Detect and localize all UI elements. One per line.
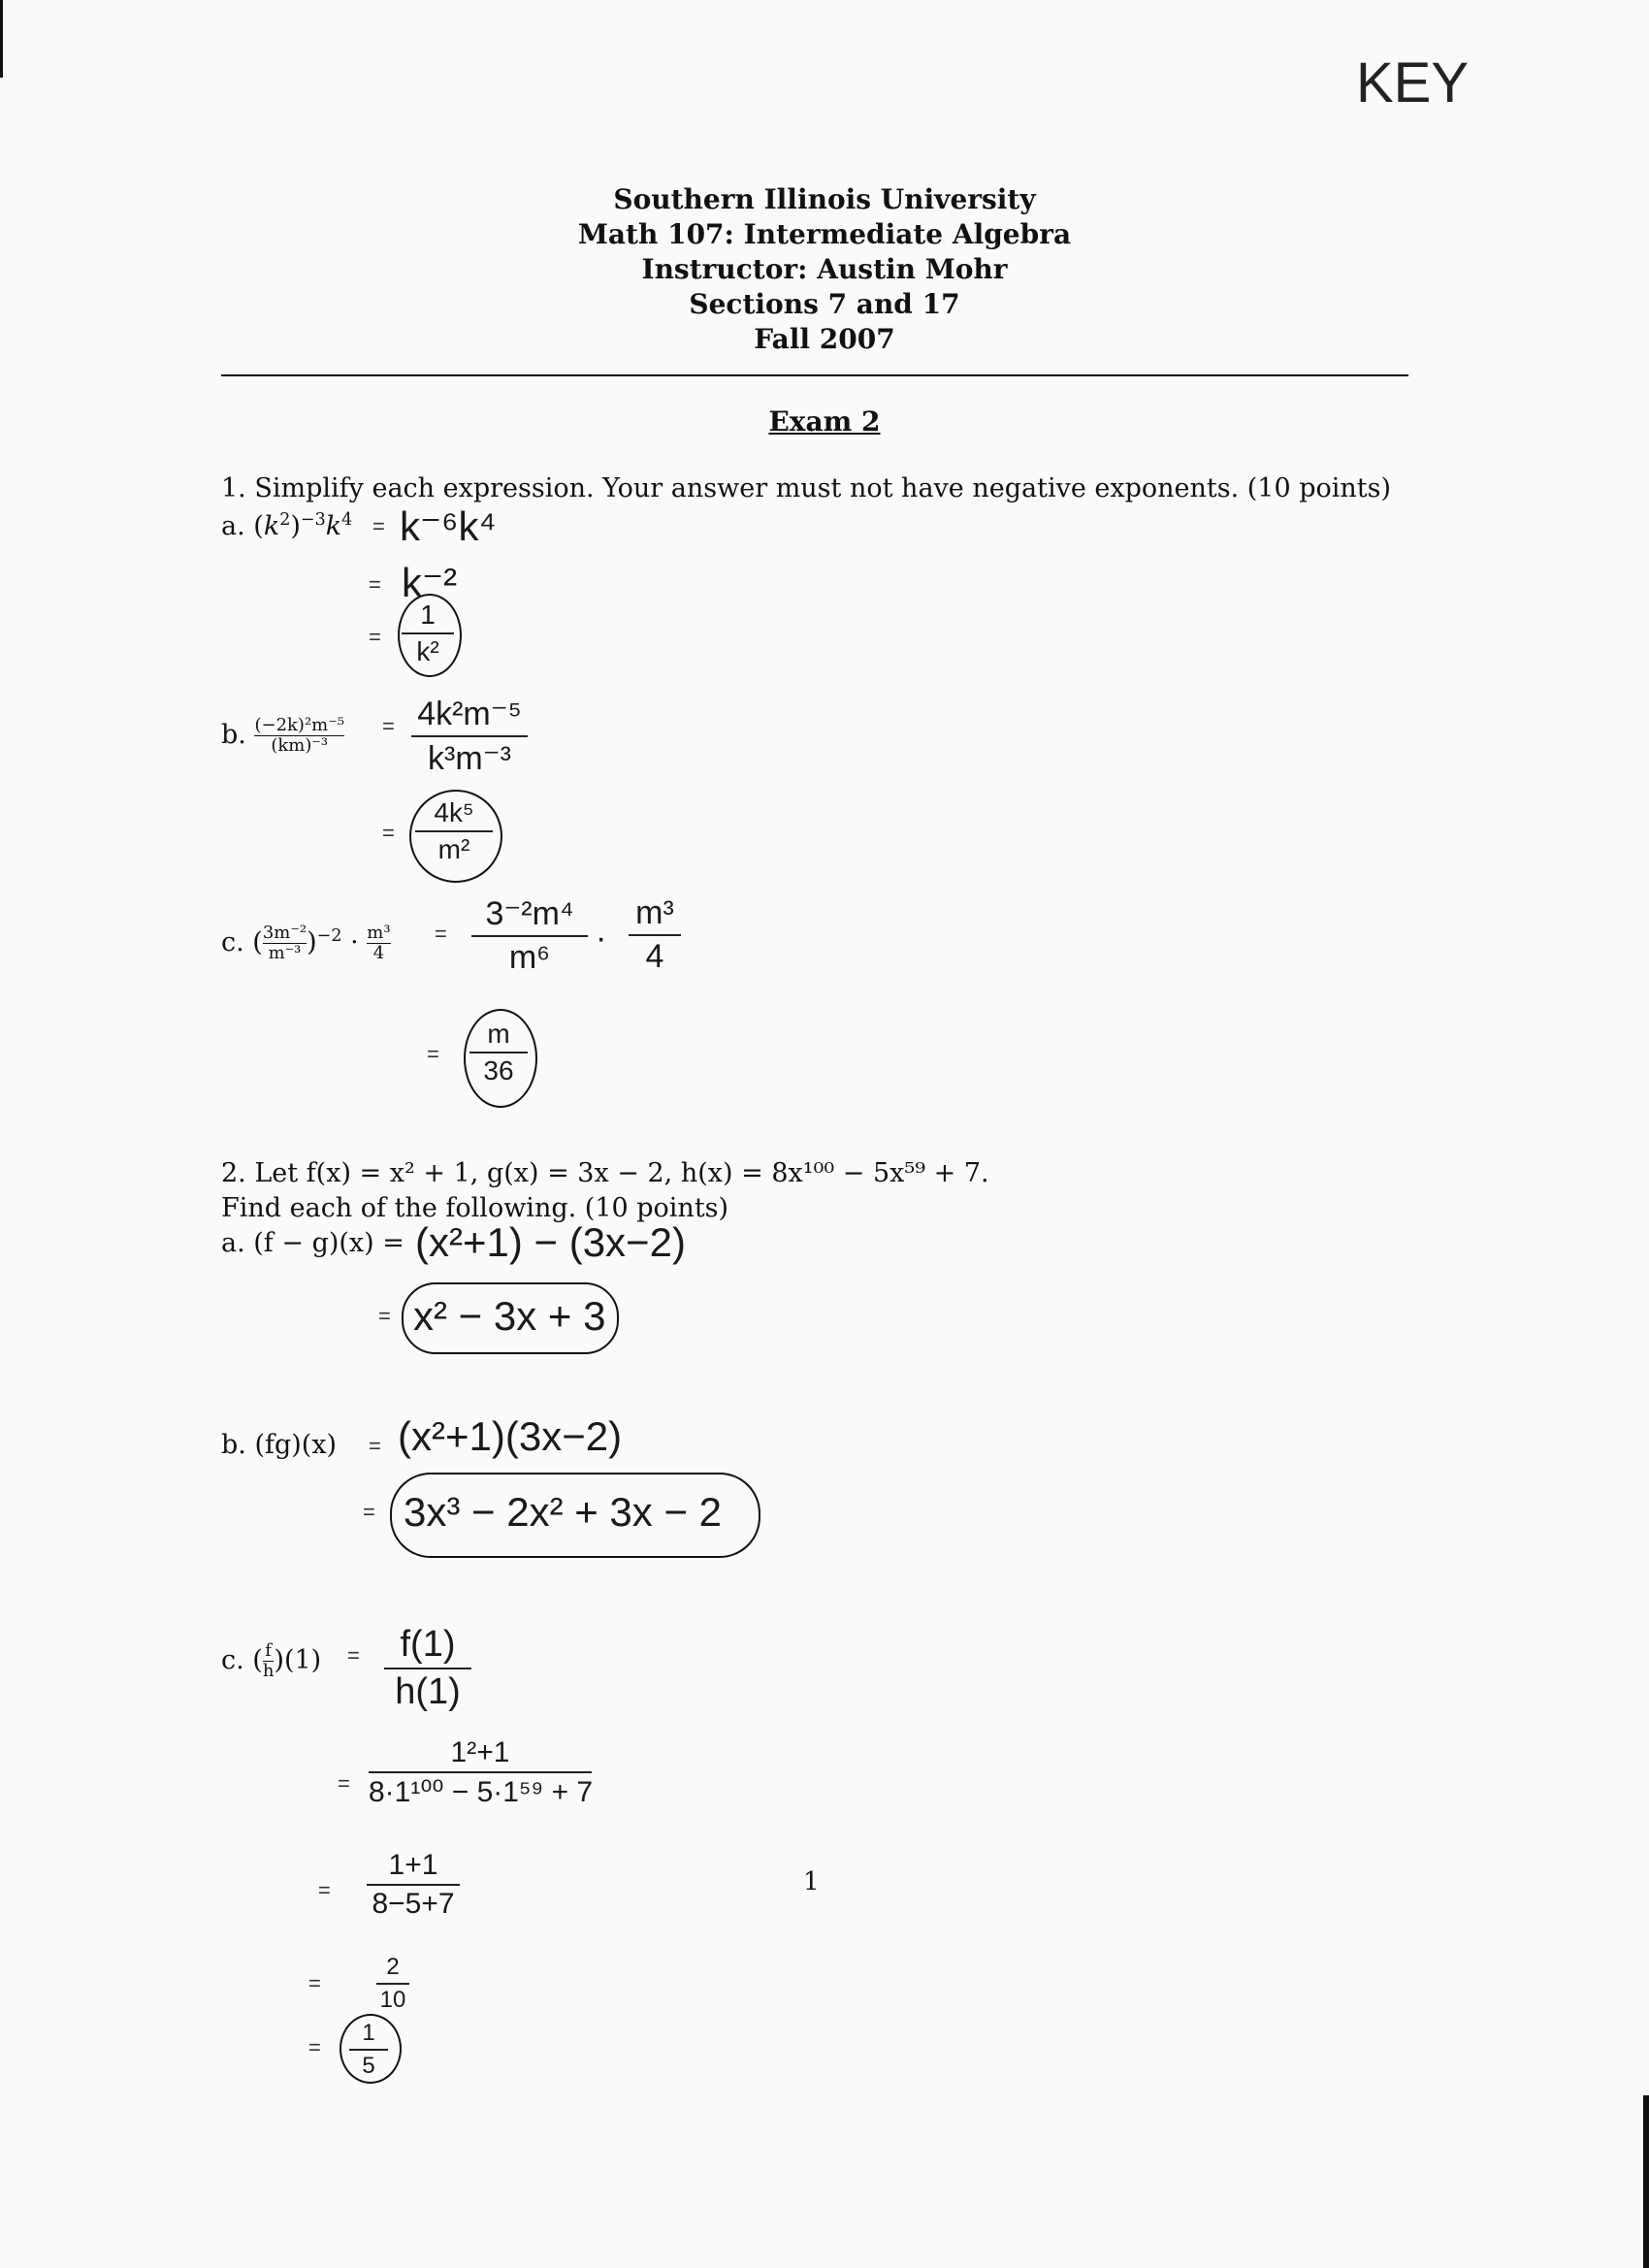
q1c-printed-exp: −2 — [316, 926, 342, 946]
q2c-step4-num: 2 — [386, 1954, 400, 1980]
q1-prompt: 1. Simplify each expression. Your answer must not have negative exponents. (10 points) — [221, 473, 1392, 503]
q2b-label: b. (fg)(x) — [221, 1430, 338, 1460]
q2c-step3-den: 8−5+7 — [372, 1888, 455, 1920]
q1c-printed-fraction-2 — [367, 923, 390, 963]
header-divider — [221, 374, 1408, 376]
q2c-answer — [349, 2020, 388, 2080]
q2c-answer-den: 5 — [362, 2053, 375, 2079]
q2c-step4-den: 10 — [379, 1987, 406, 2013]
q2c-label-den: h — [262, 1661, 275, 1681]
equals-sign: = — [378, 1304, 391, 1328]
q2c-step1-num: f(1) — [400, 1624, 456, 1665]
q1c-answer-num: m — [487, 1019, 510, 1049]
q1b-work — [411, 695, 528, 778]
q2-subprompt: Find each of the following. (10 points) — [221, 1193, 729, 1223]
q2c-label-post: )(1) — [274, 1645, 322, 1675]
q1b-printed-den: (km)⁻³ — [271, 735, 329, 756]
q2a-work: (x²+1) − (3x−2) — [415, 1219, 686, 1265]
q1b-label: b. — [221, 720, 246, 750]
equals-sign: = — [347, 1643, 360, 1668]
q1c-work1-num: 3⁻²m⁴ — [485, 895, 574, 932]
equals-sign: = — [435, 922, 447, 946]
q1b-answer-num: 4k⁵ — [434, 797, 474, 827]
q2c-answer-num: 1 — [362, 2020, 375, 2046]
q1c-answer — [469, 1019, 528, 1086]
q1c-printed2-num: m³ — [367, 923, 391, 943]
key-mark: KEY — [1356, 51, 1470, 114]
equals-sign: = — [363, 1500, 375, 1524]
q2c-step3-num: 1+1 — [388, 1849, 438, 1881]
q2c-label-pre: c. ( — [221, 1645, 263, 1675]
q1c-work2-num: m³ — [635, 894, 674, 931]
q1c-work-2 — [629, 894, 681, 976]
equals-sign: = — [318, 1878, 331, 1902]
header-sections: Sections 7 and 17 — [689, 288, 960, 320]
q1b-work-den: k³m⁻³ — [428, 740, 511, 777]
q1c-work-1 — [471, 894, 588, 977]
exam-title: Exam 2 — [768, 405, 881, 437]
q2c-step-1 — [384, 1624, 471, 1713]
header-university: Southern Illinois University — [613, 183, 1036, 215]
equals-sign: = — [308, 2035, 321, 2059]
q2a-answer: x² − 3x + 3 — [413, 1293, 606, 1339]
q1a-work-2: k⁻² — [402, 560, 458, 605]
q1b-printed-num: (−2k)²m⁻⁵ — [254, 715, 344, 735]
q1a-answer — [402, 599, 454, 667]
header-term: Fall 2007 — [754, 323, 895, 355]
q1c-work1-den: m⁶ — [508, 939, 551, 976]
q1b-work-num: 4k²m⁻⁵ — [417, 696, 522, 732]
equals-sign: = — [369, 572, 381, 597]
q1a-label: a. — [221, 511, 245, 541]
q2-prompt: 2. Let f(x) = x² + 1, g(x) = 3x − 2, h(x) = 8x¹⁰⁰ − 5x⁵⁹ + 7. — [221, 1158, 989, 1188]
equals-sign: = — [338, 1771, 350, 1796]
q1c-label: c. — [221, 927, 244, 957]
q1a-answer-den: k² — [416, 636, 439, 666]
scan-edge-mark-right — [1643, 2095, 1649, 2268]
q1c-printed-dot: · — [350, 927, 359, 957]
q1c-printed-num: 3m⁻² — [262, 923, 307, 943]
q2c-step-2 — [369, 1736, 592, 1809]
q1c-printed-fraction — [263, 923, 307, 963]
q2c-step-4 — [376, 1954, 409, 2014]
q2b-answer: 3x³ − 2x² + 3x − 2 — [404, 1489, 723, 1535]
page-number: 1 — [803, 1867, 820, 1896]
q1a-work-1: k⁻⁶k⁴ — [400, 503, 497, 549]
q2c-step-3 — [367, 1849, 460, 1921]
q2b-work: (x²+1)(3x−2) — [398, 1413, 623, 1459]
q1c-answer-den: 36 — [483, 1055, 514, 1085]
q1a-printed: a. $(k^2)^{-3}k^4$ — [221, 510, 353, 541]
equals-sign: = — [369, 1434, 381, 1458]
equals-sign: = — [308, 1971, 321, 1995]
q2c-label-fraction — [263, 1641, 275, 1681]
scan-edge-mark — [0, 0, 3, 78]
q1c-printed2-den: 4 — [372, 943, 385, 963]
q1a-answer-num: 1 — [420, 599, 436, 630]
q1c-work2-den: 4 — [645, 938, 664, 975]
q1c-printed-den: m⁻³ — [268, 943, 302, 963]
q2c-step1-den: h(1) — [395, 1671, 461, 1712]
equals-sign: = — [427, 1042, 439, 1066]
q1b-answer — [415, 797, 493, 865]
header-course: Math 107: Intermediate Algebra — [577, 218, 1072, 250]
header-instructor: Instructor: Austin Mohr — [641, 253, 1008, 285]
q2c-label-num: f — [265, 1640, 272, 1661]
equals-sign: = — [382, 714, 395, 738]
equals-sign: = — [372, 514, 385, 538]
q1b-answer-den: m² — [437, 834, 470, 864]
q1c-work-dot: · — [596, 920, 607, 956]
equals-sign: = — [382, 821, 395, 845]
q2a-label: a. (f − g)(x) = — [221, 1228, 404, 1258]
q1b-printed — [221, 716, 344, 756]
q2c-label — [221, 1641, 321, 1681]
q2c-step2-den: 8·1¹⁰⁰ − 5·1⁵⁹ + 7 — [369, 1776, 594, 1808]
equals-sign: = — [369, 625, 381, 649]
q2c-step2-num: 1²+1 — [450, 1736, 510, 1768]
q1b-printed-fraction — [254, 716, 344, 756]
q1c-printed: c. $(\frac{\text{3m⁻²}}{\text{m⁻³}})^{-2} \cdot \frac{\text{m³}}{4}$ — [221, 923, 391, 963]
